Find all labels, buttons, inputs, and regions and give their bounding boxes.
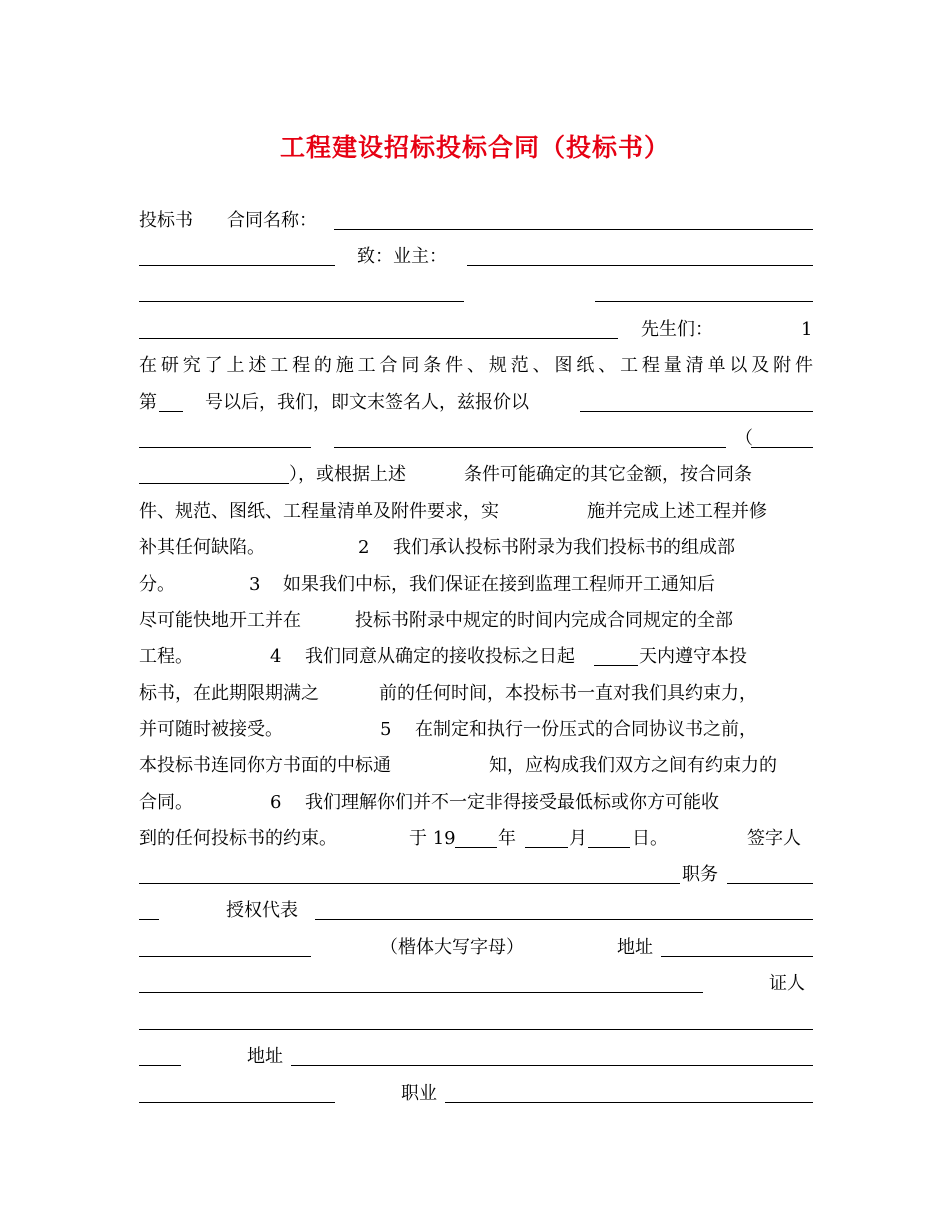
label-month: 月 <box>569 828 587 849</box>
address-blank-cont <box>139 992 703 993</box>
price-blank <box>580 411 813 412</box>
text-segment: 在制定和执行一份压式的合同协议书之前， <box>415 719 757 740</box>
days-blank <box>594 665 638 666</box>
text-line <box>139 1076 813 1112</box>
label-witness: 证人 <box>769 973 805 994</box>
text-line <box>139 966 813 1002</box>
text-line <box>139 203 813 239</box>
text-segment: 第 <box>139 392 157 413</box>
witness-blank-cont <box>139 1065 181 1066</box>
price-words-blank <box>334 447 726 448</box>
text-line <box>139 857 813 893</box>
text-line <box>139 567 813 603</box>
text-segment: 合同。 <box>139 792 193 813</box>
text-segment: 投标书附录中规定的时间内完成合同规定的全部 <box>355 610 733 631</box>
month-blank <box>525 847 568 848</box>
item-number-4: 4 <box>270 646 282 667</box>
item-number-2: 2 <box>358 537 370 558</box>
annex-number-blank <box>159 411 183 412</box>
contract-name-blank-cont <box>139 265 335 266</box>
text-line <box>139 748 813 784</box>
label-address: 地址 <box>617 937 653 958</box>
text-line <box>139 421 813 457</box>
text-segment: 施并完成上述工程并修 <box>587 501 767 522</box>
text-line <box>139 1039 813 1075</box>
document-title: 工程建设招标投标合同（投标书） <box>279 133 670 162</box>
year-blank <box>455 847 497 848</box>
day-blank <box>588 847 630 848</box>
label-authorized-rep: 授权代表 <box>226 900 298 921</box>
salutation: 先生们： <box>641 319 713 340</box>
occupation-blank <box>445 1102 813 1103</box>
owner-blank-cont <box>139 301 464 302</box>
text-segment: 到的任何投标书的约束。 <box>139 828 337 849</box>
text-line <box>139 312 813 348</box>
item-number-3: 3 <box>249 574 261 595</box>
item-number-6: 6 <box>270 792 282 813</box>
text-line <box>139 457 813 493</box>
date-year-prefix: 于 19 <box>409 828 456 849</box>
text-line <box>139 676 813 712</box>
text-segment: 我们同意从确定的接收投标之日起 <box>305 646 575 667</box>
label-position: 职务 <box>682 864 718 885</box>
label-contract-name: 合同名称： <box>227 210 317 231</box>
text-line <box>139 821 813 857</box>
text-line <box>139 239 813 275</box>
item-number-5: 5 <box>380 719 392 740</box>
contract-name-blank <box>334 229 813 230</box>
label-signatory: 签字人 <box>747 828 801 849</box>
text-line <box>139 930 813 966</box>
label-witness-address: 地址 <box>247 1046 283 1067</box>
text-segment: 分。 <box>139 574 175 595</box>
text-segment: 工程。 <box>139 646 193 667</box>
text-segment: 前的任何时间，本投标书一直对我们具约束力， <box>379 683 757 704</box>
text-segment: 如果我们中标，我们保证在接到监理工程师开工通知后 <box>283 574 715 595</box>
owner-blank <box>467 265 813 266</box>
text-line <box>139 385 813 421</box>
label-occupation: 职业 <box>401 1083 437 1104</box>
text-line <box>139 639 813 675</box>
text-segment: 本投标书连同你方书面的中标通 <box>139 755 391 776</box>
text-segment: 件、规范、图纸、工程量清单及附件要求，实 <box>139 501 499 522</box>
authorized-rep-blank <box>315 919 813 920</box>
address-blank <box>661 956 813 957</box>
text-segment: 我们理解你们并不一定非得接受最低标或你方可能收 <box>305 792 719 813</box>
owner-blank-cont <box>139 338 618 339</box>
text-line: 在研究了上述工程的施工合同条件、规范、图纸、工程量清单以及附件 <box>139 355 813 376</box>
text-line <box>139 712 813 748</box>
text-segment: ），或根据上述 <box>289 464 406 485</box>
witness-address-blank-cont <box>139 1102 335 1103</box>
text-line <box>139 275 813 311</box>
witness-blank <box>139 1029 813 1030</box>
open-paren: （ <box>735 428 753 449</box>
label-tender-letter: 投标书 <box>139 210 193 231</box>
position-blank-cont <box>139 919 159 920</box>
signatory-blank <box>139 883 680 884</box>
text-line <box>139 603 813 639</box>
amount-blank-cont <box>139 483 289 484</box>
item-number-1: 1 <box>801 319 813 340</box>
text-segment: 尽可能快地开工并在 <box>139 610 301 631</box>
position-blank <box>727 883 813 884</box>
text-line <box>139 530 813 566</box>
label-day: 日。 <box>632 828 668 849</box>
label-to-owner: 致：业主： <box>357 246 447 267</box>
witness-address-blank <box>291 1065 813 1066</box>
amount-blank <box>751 447 813 448</box>
text-segment: 知，应构成我们双方之间有约束力的 <box>489 755 777 776</box>
authorized-rep-blank-cont <box>139 956 311 957</box>
text-line <box>139 1003 813 1039</box>
owner-blank-cont <box>595 301 813 302</box>
text-line <box>139 893 813 929</box>
text-segment: 并可随时被接受。 <box>139 719 283 740</box>
note-block-capitals: （楷体大写字母） <box>380 937 524 958</box>
text-segment: 补其任何缺陷。 <box>139 537 265 558</box>
text-segment: 标书，在此期限期满之 <box>139 683 319 704</box>
text-segment: 天内遵守本投 <box>639 646 747 667</box>
text-segment: 条件可能确定的其它金额，按合同条 <box>464 464 752 485</box>
text-line <box>139 494 813 530</box>
label-year: 年 <box>498 828 516 849</box>
price-blank-cont <box>139 447 311 448</box>
text-segment: 号以后，我们，即文末签名人，兹报价以 <box>205 392 529 413</box>
text-segment: 我们承认投标书附录为我们投标书的组成部 <box>393 537 735 558</box>
text-line <box>139 785 813 821</box>
